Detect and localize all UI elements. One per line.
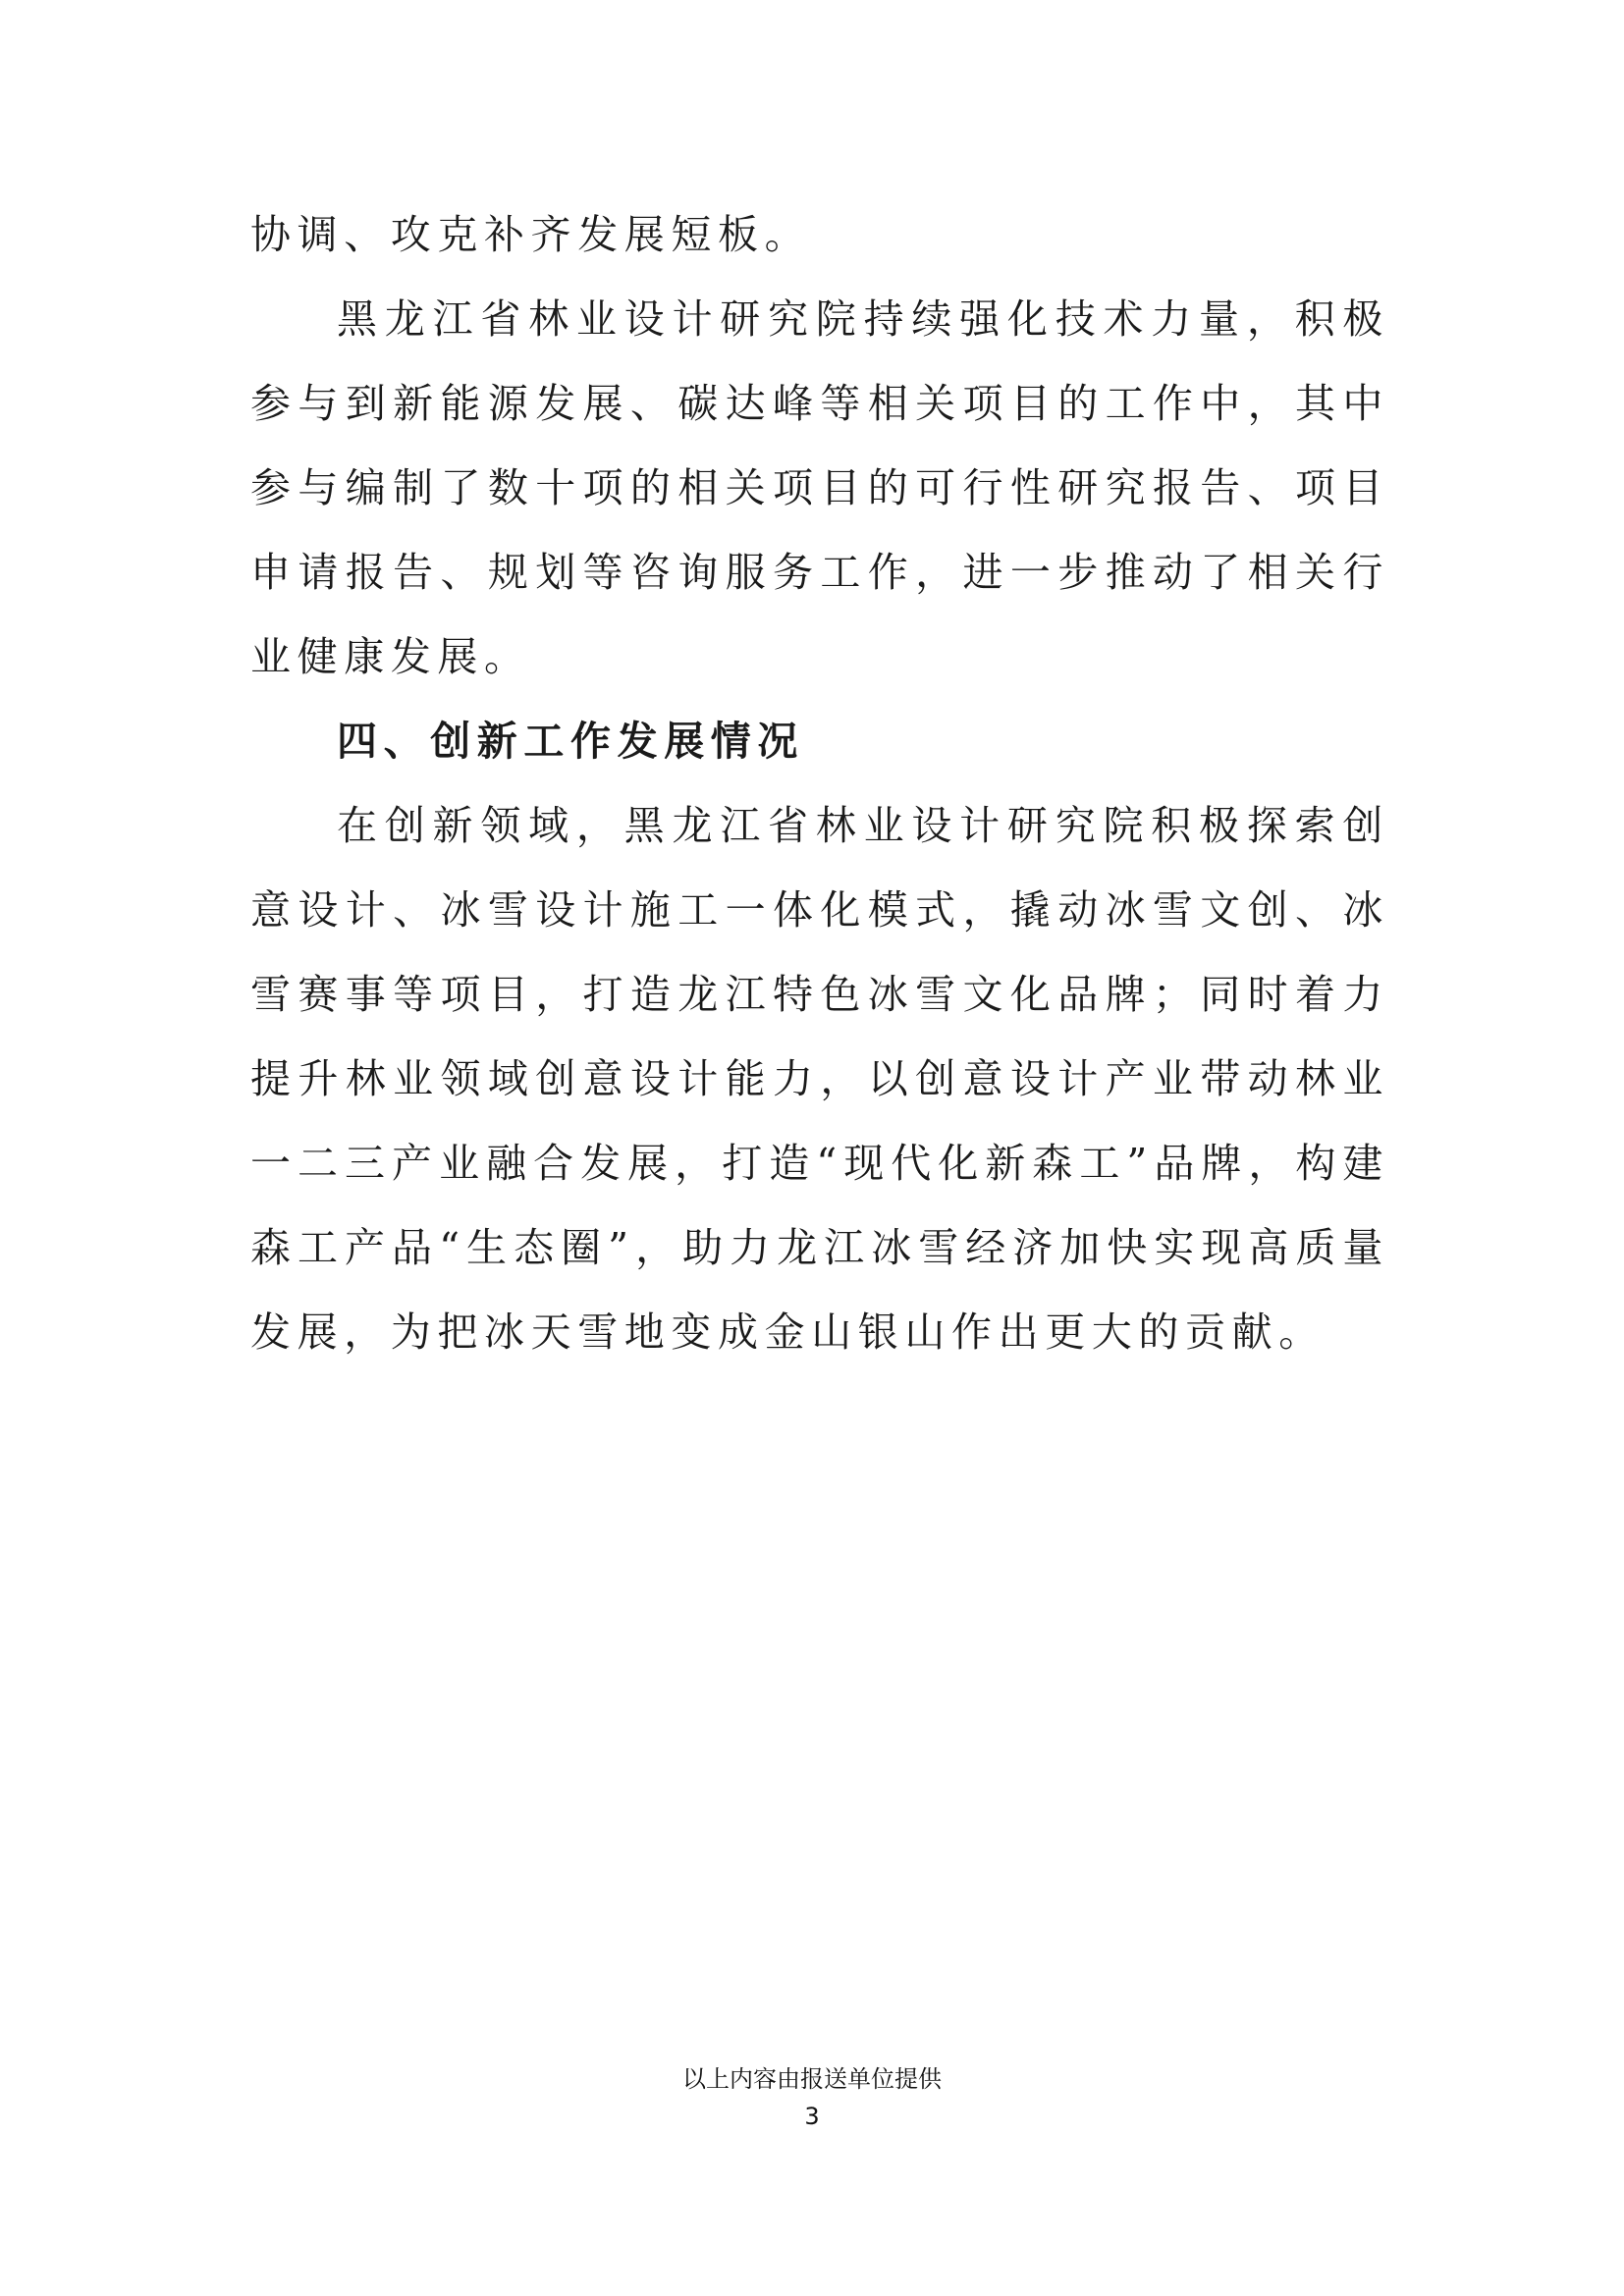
document-body	[250, 192, 1389, 1374]
footer-note: 以上内容由报送单位提供	[682, 2065, 942, 2093]
paragraph-institute-work: 黑龙江省林业设计研究院持续强化技术力量，积极参与到新能源发展、碳达峰等相关项目的工作中，其中参与编制了数十项的相关项目的可行性研究报告、项目申请报告、规划等咨询服务工作，进一步推动了相关行业健康发展。	[250, 295, 1389, 680]
paragraph-innovation: 在创新领域，黑龙江省林业设计研究院积极探索创意设计、冰雪设计施工一体化模式，撬动冰雪文创、冰雪赛事等项目，打造龙江特色冰雪文化品牌；同时着力提升林业领域创意设计能力，以创意设计产业带动林业一二三产业融合发展，打造“现代化新森工”品牌，构建森工产品“生态圈”，助力龙江冰雪经济加快实现高质量发展，为把冰天雪地变成金山银山作出更大的贡献。	[250, 802, 1389, 1356]
paragraph-continuation: 协调、攻克补齐发展短板。	[250, 211, 812, 258]
section-heading: 四、创新工作发展情况	[337, 718, 804, 765]
page-number: 3	[804, 2103, 820, 2130]
